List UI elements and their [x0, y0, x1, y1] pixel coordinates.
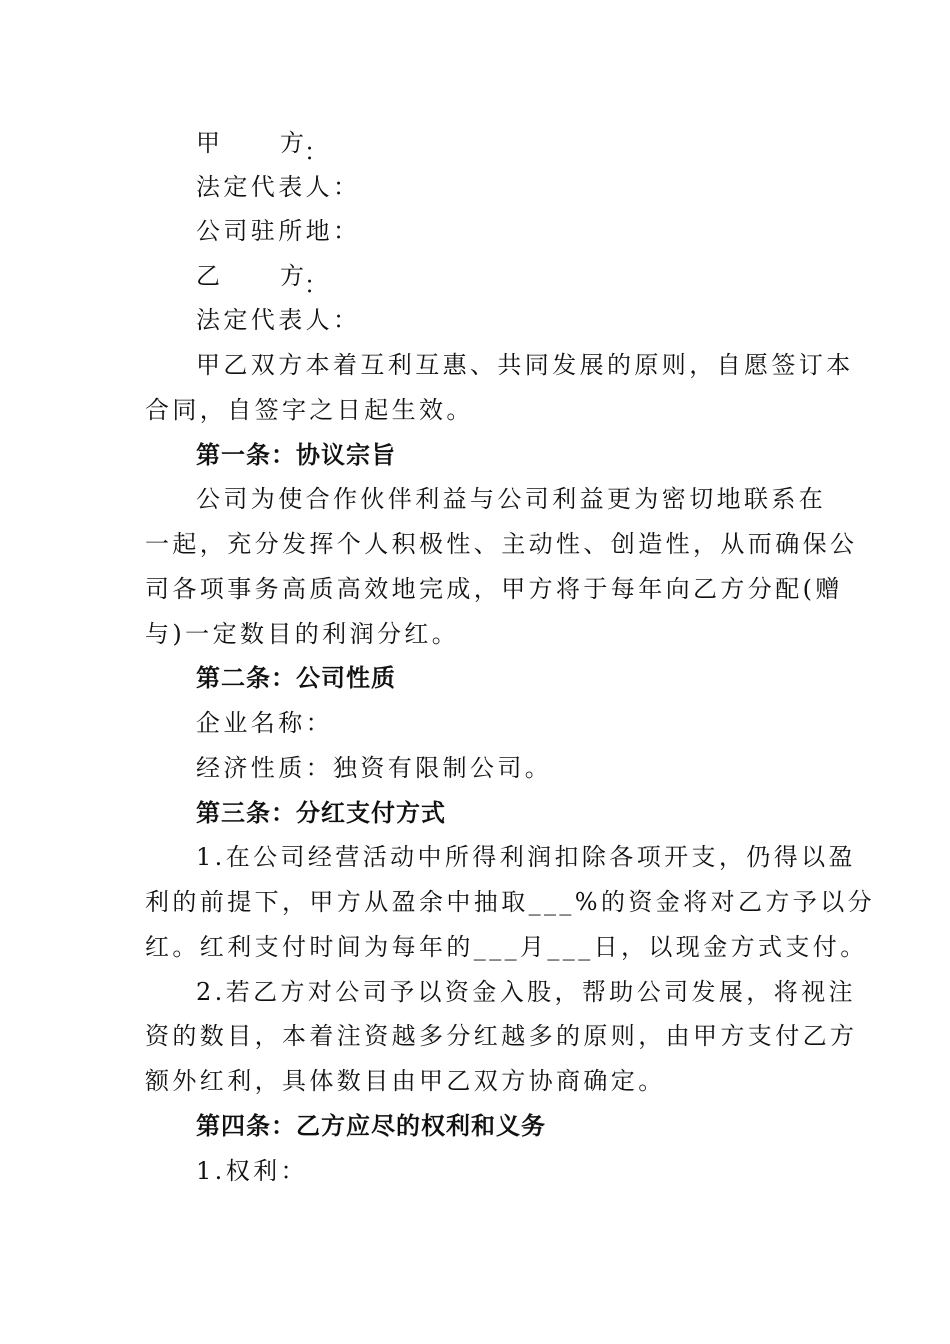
- legal-rep-b-field: 法定代表人：: [196, 306, 361, 334]
- article-4-item-1: 1.权利：: [196, 1157, 308, 1185]
- party-a-label: 甲 方: [196, 129, 304, 157]
- article-3-item-2-line-3: 额外红利，具体数目由甲乙双方协商确定。: [145, 1067, 666, 1095]
- article-1-line-1: 公司为使合作伙伴利益与公司利益更为密切地联系在: [196, 485, 827, 513]
- article-4-heading: 第四条：乙方应尽的权利和义务: [196, 1112, 546, 1140]
- article-3-item-2-line-2: 资的数目，本着注资越多分红越多的原则，由甲方支付乙方: [145, 1022, 858, 1050]
- article-3-item-1-line-2: 利的前提下，甲方从盈余中抽取___%的资金将对乙方予以分: [145, 888, 876, 916]
- article-3-heading: 第三条：分红支付方式: [196, 799, 446, 827]
- company-name-field: 企业名称：: [196, 709, 333, 737]
- party-a-field: 甲 方 ：: [196, 126, 866, 169]
- article-1-heading: 第一条：协议宗旨: [196, 441, 396, 469]
- intro-paragraph-line-2: 合同，自签字之日起生效。: [145, 396, 474, 424]
- party-b-field: 乙 方 ：: [196, 259, 866, 302]
- article-1-line-4: 与)一定数目的利润分红。: [145, 620, 460, 648]
- economic-nature-field: 经济性质：独资有限制公司。: [196, 754, 553, 782]
- article-1-line-2: 一起，充分发挥个人积极性、主动性、创造性，从而确保公: [145, 530, 858, 558]
- article-2-heading: 第二条：公司性质: [196, 664, 396, 692]
- intro-paragraph-line-1: 甲乙双方本着互利互惠、共同发展的原则，自愿签订本: [196, 351, 854, 379]
- legal-rep-a-field: 法定代表人：: [196, 173, 361, 201]
- article-3-item-2-line-1: 2.若乙方对公司予以资金入股，帮助公司发展，将视注: [196, 978, 856, 1006]
- article-3-item-1-line-3: 红。红利支付时间为每年的___月___日，以现金方式支付。: [145, 933, 868, 961]
- article-3-item-1-line-1: 1.在公司经营活动中所得利润扣除各项开支，仍得以盈: [196, 843, 856, 871]
- party-b-label: 乙 方: [196, 262, 304, 290]
- company-address-field: 公司驻所地：: [196, 217, 361, 245]
- article-1-line-3: 司各项事务高质高效地完成，甲方将于每年向乙方分配(赠: [145, 575, 843, 603]
